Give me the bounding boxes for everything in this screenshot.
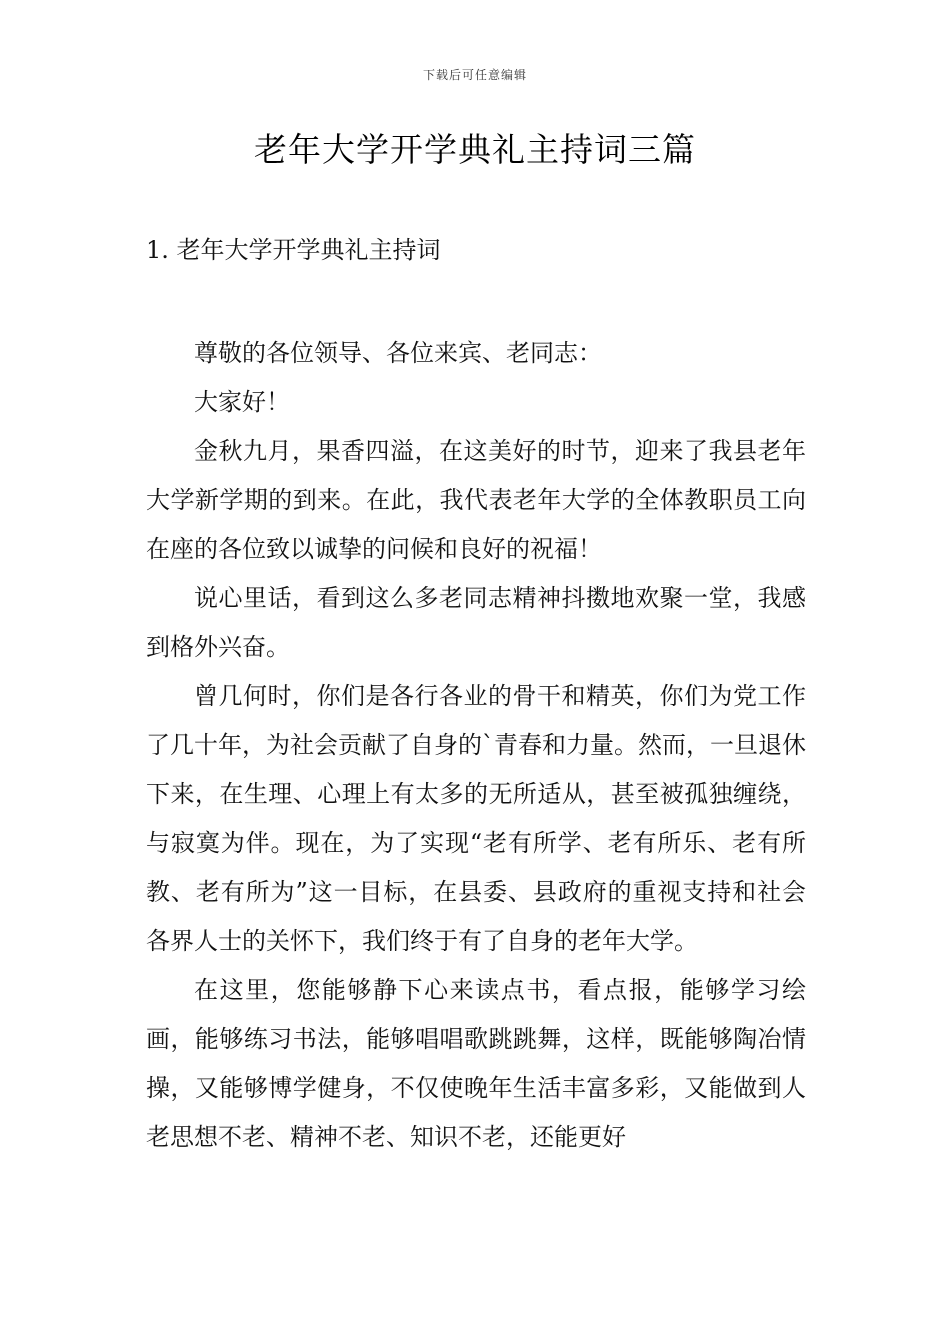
document-body [146,329,806,1162]
document-title: 老年大学开学典礼主持词三篇 [254,130,696,169]
paragraph: 曾几何时，你们是各行各业的骨干和精英，你们为党工作了几十年，为社会贡献了自身的`青春和力量。然而，一旦退休下来，在生理、心理上有太多的无所适从，甚至被孤独缠绕，与寂寞为伴。现在，为了实现“老有所学、老有所乐、老有所教、老有所为”这一目标，在县委、县政府的重视支持和社会各界人士的关怀下，我们终于有了自身的老年大学。 [146,682,806,955]
paragraph: 在这里，您能够静下心来读点书，看点报，能够学习绘画，能够练习书法，能够唱唱歌跳跳舞，这样，既能够陶冶情操，又能够博学健身，不仅使晚年生活丰富多彩，又能做到人老思想不老、精神不老、知识不老，还能更好 [146,976,806,1151]
paragraph-greeting: 大家好！ [194,388,290,416]
paragraph: 说心里话，看到这么多老同志精神抖擞地欢聚一堂，我感到格外兴奋。 [146,584,806,661]
paragraph: 金秋九月，果香四溢，在这美好的时节，迎来了我县老年大学新学期的到来。在此，我代表老年大学的全体教职员工向在座的各位致以诚挚的问候和良好的祝福！ [146,437,806,563]
header-note: 下载后可任意编辑 [422,68,527,82]
paragraph-salutation: 尊敬的各位领导、各位来宾、老同志： [194,339,602,367]
section-heading: 1. 老年大学开学典礼主持词 [146,236,441,264]
